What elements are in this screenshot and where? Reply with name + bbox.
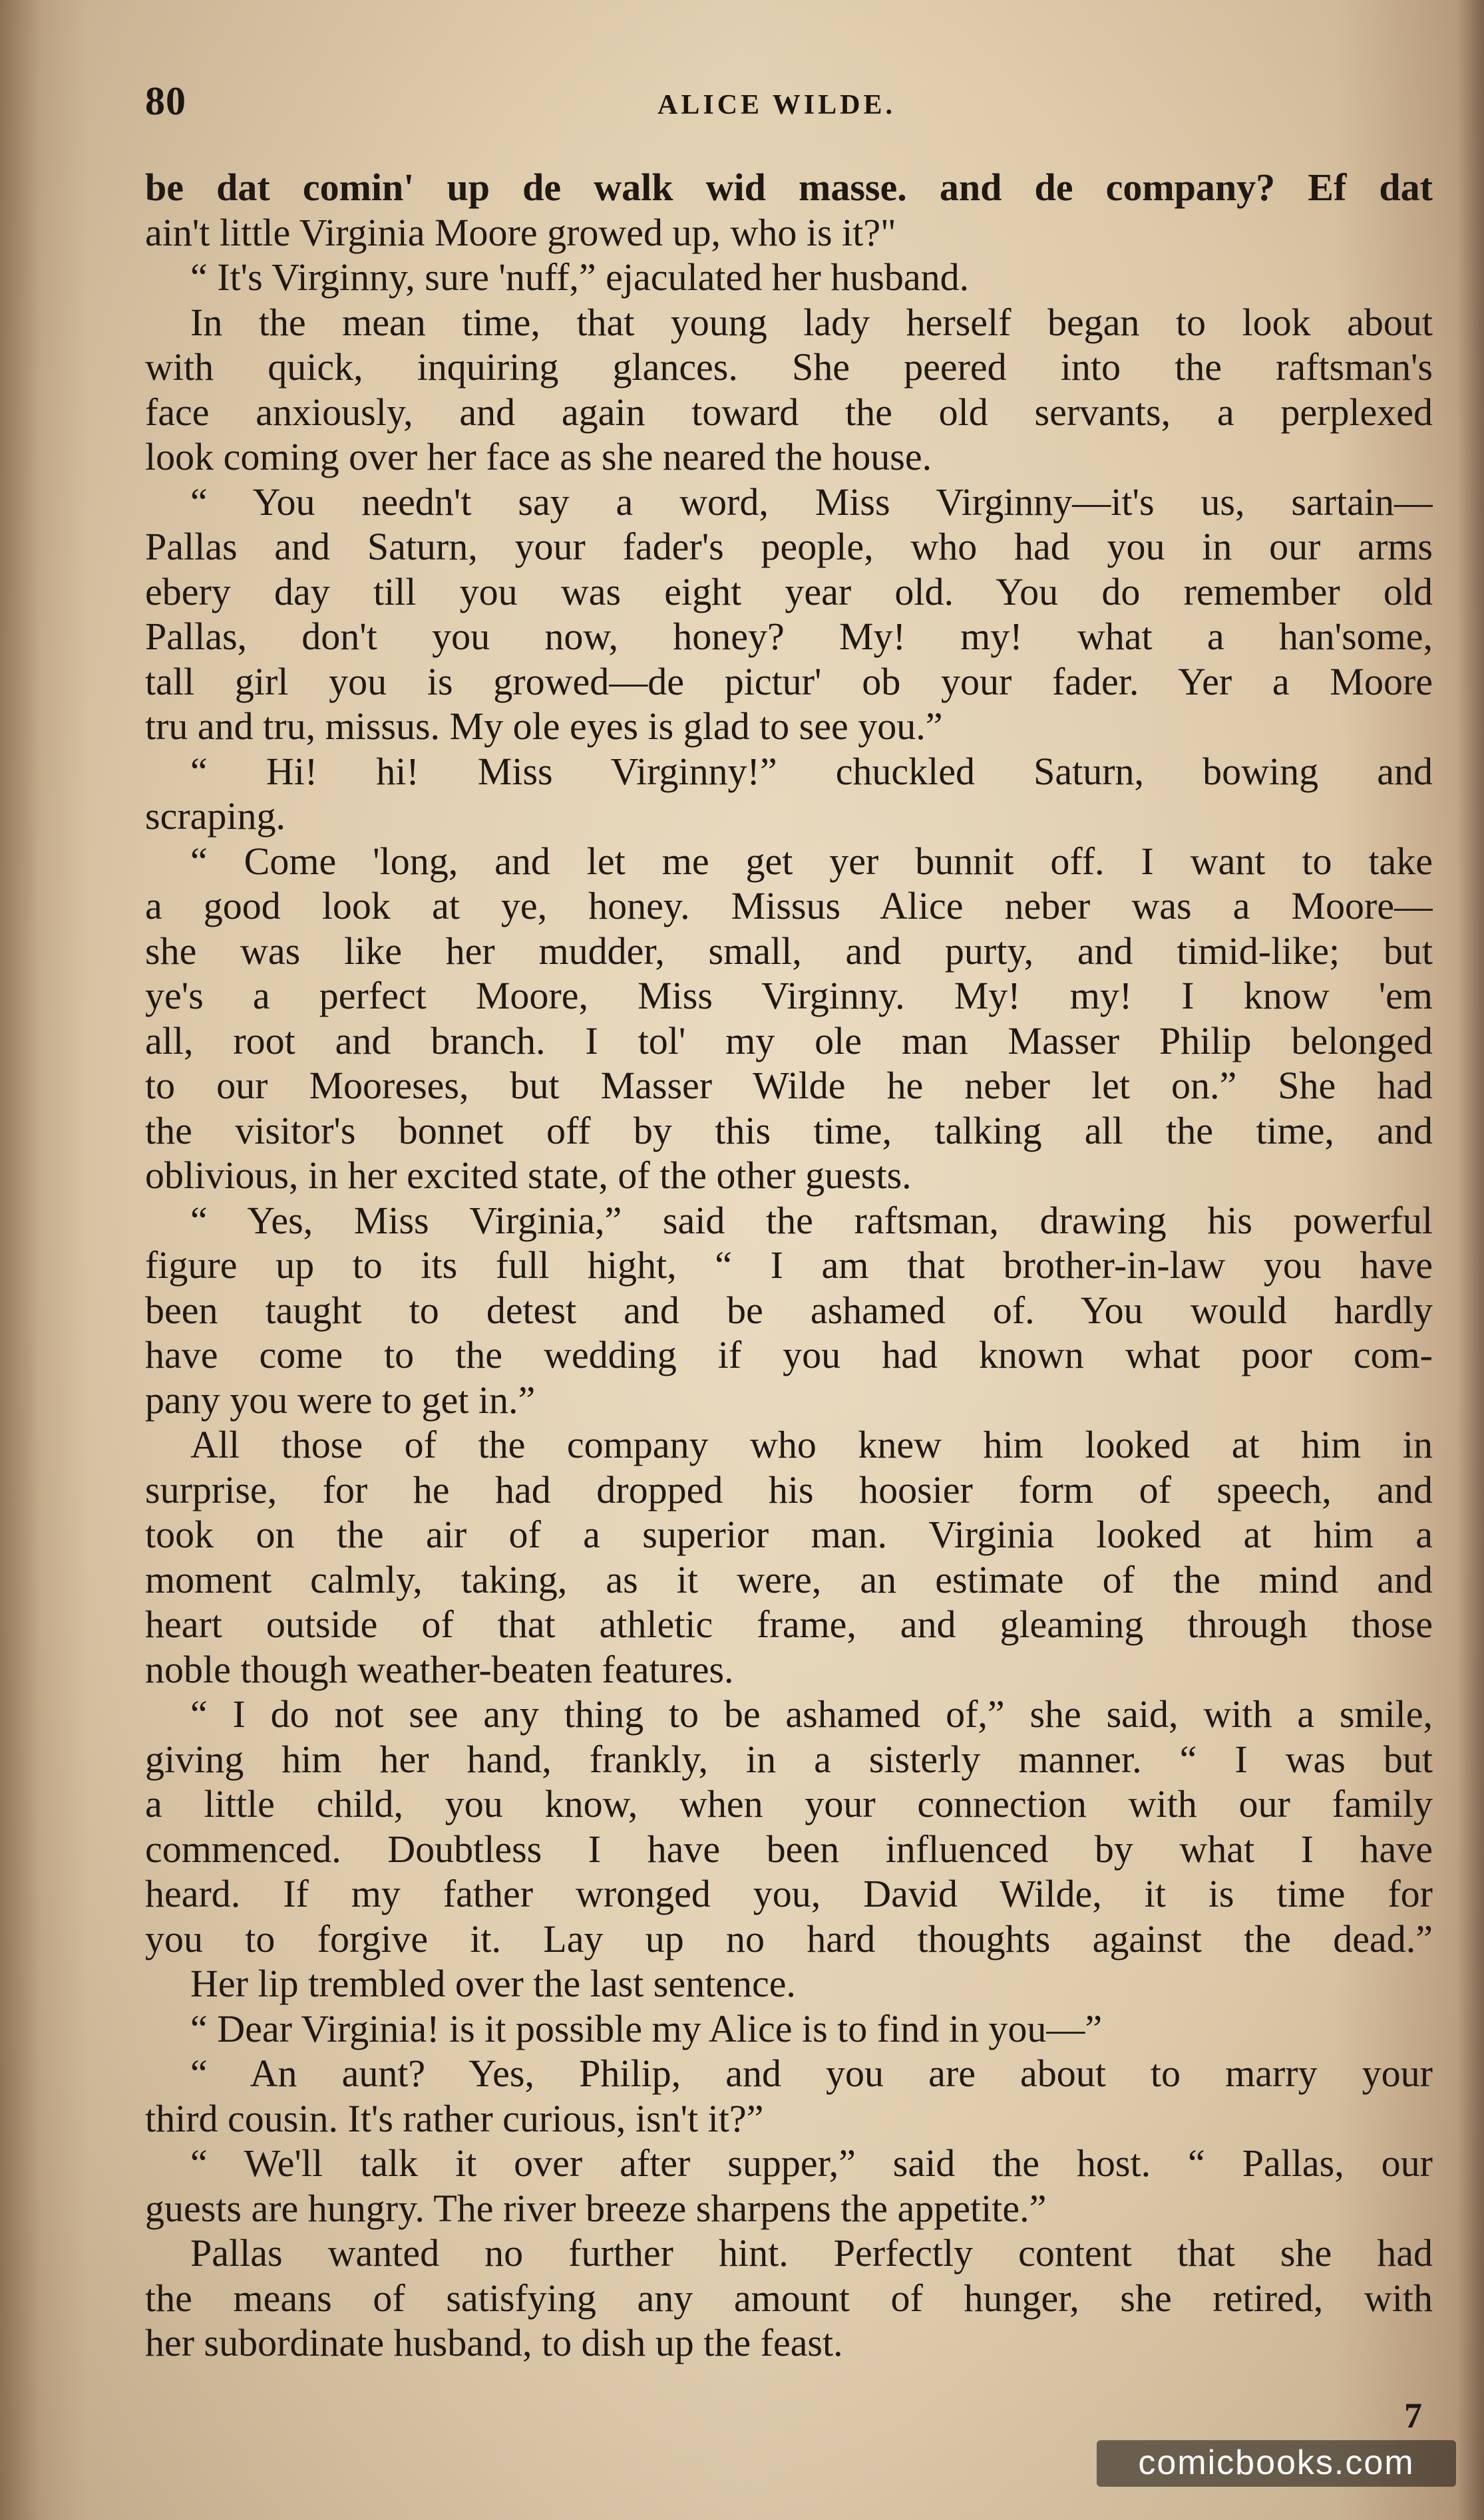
text-line: to our Mooreses, but Masser Wilde he neber let on.” She had [145,1064,1433,1107]
text-line: tall girl you is growed—de pictur' ob your fader. Yer a Moore [145,659,1433,703]
text-line: Pallas and Saturn, your fader's people, who had you in our arms [145,525,1433,568]
text-line: be dat comin' up de walk wid masse. and de company? Ef dat [145,166,1433,209]
page-shadow-right [1457,0,1484,2520]
text-line: “ We'll talk it over after supper,” said the host. “ Pallas, our [190,2141,1433,2185]
text-line: heard. If my father wronged you, David Wilde, it is time for [145,1872,1433,1915]
text-line: the visitor's bonnet off by this time, talking all the time, and [145,1108,1433,1152]
text-line: face anxiously, and again toward the old servants, a perplexed [145,390,1433,434]
text-line: ye's a perfect Moore, Miss Virginny. My! my! I know 'em [145,974,1433,1017]
text-line: ain't little Virginia Moore growed up, who is it?" [145,210,896,254]
text-line: moment calmly, taking, as it were, an estimate of the mind and [145,1557,1433,1601]
signature-mark: 7 [1404,2396,1422,2436]
text-line: Her lip trembled over the last sentence. [190,1962,796,2005]
text-line: “ Dear Virginia! is it possible my Alice is to find in you—” [190,2006,1103,2050]
text-line: “ An aunt? Yes, Philip, and you are about to marry your [190,2052,1433,2095]
text-line: noble though weather-beaten features. [145,1647,734,1691]
running-head: ALICE WILDE. [657,90,896,120]
watermark-text: comicbooks.com [1138,2443,1415,2482]
page-shadow-left [0,0,40,2520]
text-line: tru and tru, missus. My ole eyes is glad to see you.” [145,705,943,748]
text-line: all, root and branch. I tol' my ole man Masser Philip belonged [145,1019,1433,1062]
text-line: “ I do not see any thing to be ashamed of,” she said, with a smile, [190,1692,1433,1736]
page-number: 80 [145,79,186,123]
body-text [145,165,1433,2366]
text-line: “ Hi! hi! Miss Virginny!” chuckled Saturn, bowing and [190,749,1433,793]
text-line: took on the air of a superior man. Virginia looked at him a [145,1513,1433,1556]
text-line: a good look at ye, honey. Missus Alice neber was a Moore— [145,884,1433,927]
text-line: commenced. Doubtless I have been influenced by what I have [145,1827,1433,1871]
text-line: been taught to detest and be ashamed of. You would hardly [145,1288,1433,1332]
text-line: pany you were to get in.” [145,1378,536,1422]
text-line: you to forgive it. Lay up no hard thoughts against the dead.” [145,1917,1433,1961]
text-line: she was like her mudder, small, and purty, and timid-like; but [145,929,1433,973]
page-header [145,79,1423,132]
text-line: figure up to its full hight, “ I am that brother-in-law you have [145,1243,1433,1287]
text-line: “ You needn't say a word, Miss Virginny—it's us, sartain— [190,480,1433,524]
text-line: ebery day till you was eight year old. You do remember old [145,569,1433,613]
text-line: scraping. [145,794,285,838]
text-line: her subordinate husband, to dish up the feast. [145,2321,843,2364]
text-line: Pallas, don't you now, honey? My! my! what a han'some, [145,615,1433,658]
text-line: All those of the company who knew him looked at him in [190,1423,1433,1466]
text-line: with quick, inquiring glances. She peered into the raftsman's [145,345,1433,389]
text-line: surprise, for he had dropped his hoosier form of speech, and [145,1468,1433,1511]
text-line: look coming over her face as she neared the house. [145,435,932,478]
text-line: a little child, you know, when your connection with our family [145,1782,1433,1825]
text-line: In the mean time, that young lady herself began to look about [190,300,1433,344]
text-line: have come to the wedding if you had known what poor com- [145,1333,1433,1376]
text-line: “ Come 'long, and let me get yer bunnit off. I want to take [190,839,1433,883]
text-line: heart outside of that athletic frame, and gleaming through those [145,1603,1433,1646]
text-line: the means of satisfying any amount of hunger, she retired, with [145,2276,1433,2320]
text-line: Pallas wanted no further hint. Perfectly content that she had [190,2231,1433,2275]
text-line: third cousin. It's rather curious, isn't it?” [145,2096,764,2140]
watermark [1097,2440,1456,2487]
text-line: oblivious, in her excited state, of the other guests. [145,1154,912,1197]
text-line: “ It's Virginny, sure 'nuff,” ejaculated her husband. [190,255,970,299]
text-line: giving him her hand, frankly, in a sisterly manner. “ I was but [145,1737,1433,1781]
text-line: guests are hungry. The river breeze sharpens the appetite.” [145,2186,1047,2230]
text-line: “ Yes, Miss Virginia,” said the raftsman, drawing his powerful [190,1198,1433,1242]
